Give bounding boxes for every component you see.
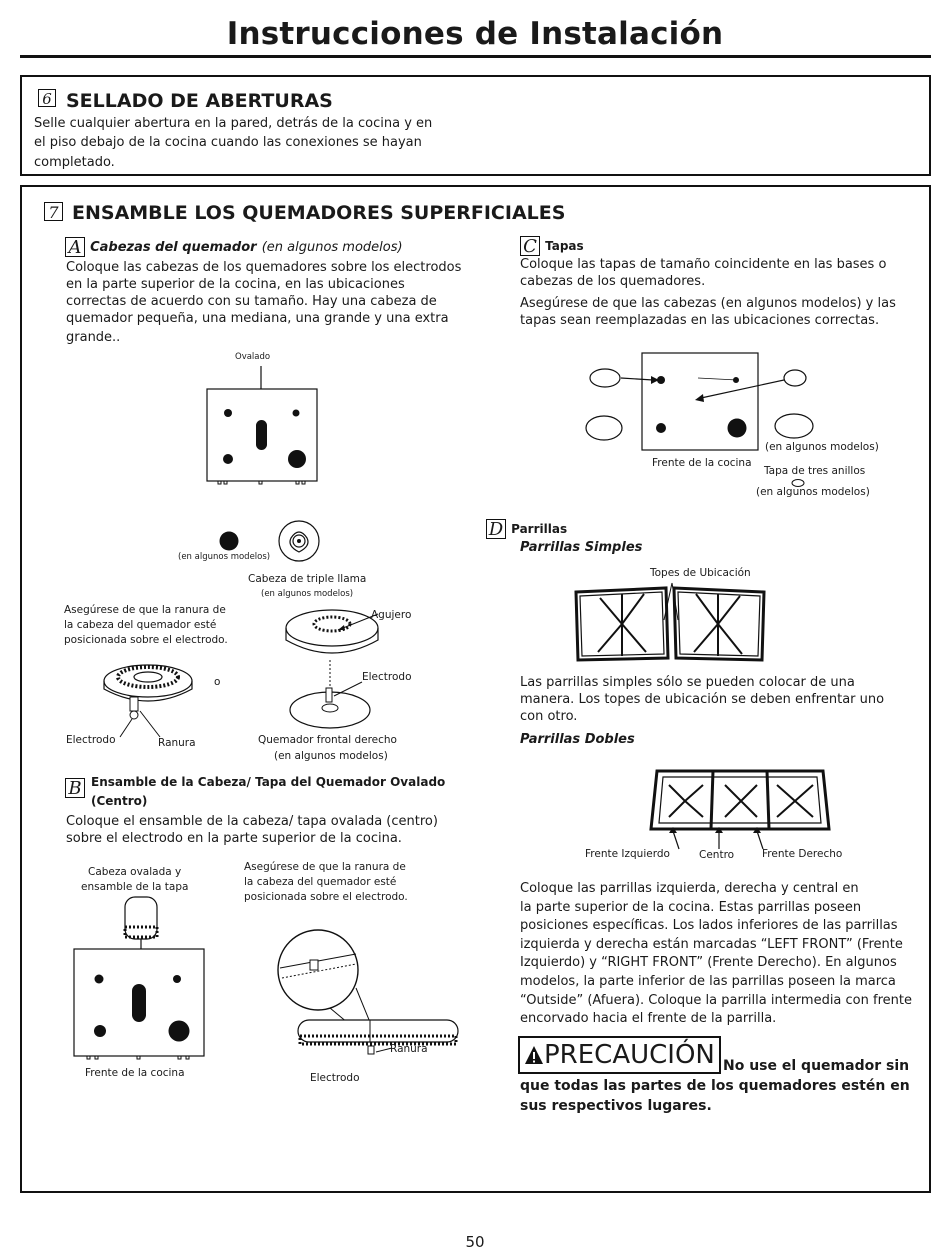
simple-grates-line1: Las parrillas simples sólo se pueden colocar de una <box>520 675 855 690</box>
double-grates-line1: Coloque las parrillas izquierda, derecha y central en <box>520 881 859 896</box>
warning-icon <box>524 1045 544 1065</box>
or-label: o <box>214 676 221 688</box>
step6-number: 6 <box>38 89 56 108</box>
left-front-label: Frente Izquierdo <box>585 848 670 860</box>
burner-base-diagram <box>100 655 200 740</box>
oval-assembly-label-1: Cabeza ovalada y <box>88 866 182 878</box>
cooktop-diagram-b <box>70 893 210 1068</box>
section-a-line5: grande.. <box>66 330 121 345</box>
slot-note-b-2: la cabeza del quemador esté <box>244 876 397 888</box>
three-ring-label: Tapa de tres anillos <box>764 465 866 477</box>
right-front-label: Frente Derecho <box>762 848 843 860</box>
stops-label: Topes de Ubicación <box>650 567 751 579</box>
step6-line1: Selle cualquier abertura en la pared, detrás de la cocina y en <box>34 116 433 131</box>
section-b-line2: sobre el electrodo en la parte superior de la cocina. <box>66 831 402 846</box>
slot-note-b-3: posicionada sobre el electrodo. <box>244 891 408 903</box>
double-grates-line5: Izquierdo) y “RIGHT FRONT” (Frente Derecho). En algunos <box>520 955 897 970</box>
section-d-header <box>486 518 567 539</box>
section-b-title-2: (Centro) <box>91 794 148 808</box>
section-c-header <box>520 235 584 256</box>
section-c-line3: Asegúrese de que las cabezas (en algunos modelos) y las <box>520 296 896 311</box>
section-c-line2: cabezas de los quemadores. <box>520 274 706 289</box>
step6-heading: SELLADO DE ABERTURAS <box>66 90 333 112</box>
section-b-line1: Coloque el ensamble de la cabeza/ tapa ovalada (centro) <box>66 814 438 829</box>
electrode-label-left: Electrodo <box>66 734 116 746</box>
section-b-letter: B <box>65 777 85 798</box>
caution-badge <box>518 1036 721 1074</box>
triple-flame-label: Cabeza de triple llama <box>248 573 367 585</box>
center-label: Centro <box>699 849 735 861</box>
cooktop-diagram-a <box>200 360 330 490</box>
section-a-header <box>65 236 403 257</box>
electrode-label-right: Electrodo <box>362 671 412 683</box>
section-a-title-note: (en algunos modelos) <box>261 240 403 255</box>
caution-text-3: sus respectivos lugares. <box>520 1098 712 1114</box>
step7-heading: ENSAMBLE LOS QUEMADORES SUPERFICIALES <box>72 202 566 224</box>
slot-label-a: Ranura <box>158 737 196 749</box>
section-a-title: Cabezas del quemador <box>90 240 257 255</box>
section-d-letter: D <box>486 519 506 539</box>
section-c-letter: C <box>520 236 540 256</box>
step6-line3: completado. <box>34 155 115 170</box>
slot-note-a-2: la cabeza del quemador esté <box>64 619 217 631</box>
section-a-line2: en la parte superior de la cocina, en las ubicaciones <box>66 277 405 292</box>
slot-note-b-1: Asegúrese de que la ranura de <box>244 861 406 873</box>
triple-flame-head-icon <box>277 518 323 566</box>
front-right-burner-note: (en algunos modelos) <box>274 750 388 762</box>
slot-note-a-1: Asegúrese de que la ranura de <box>64 604 226 616</box>
section-a-letter: A <box>65 237 85 257</box>
simple-grates-line2: manera. Los topes de ubicación se deben enfrentar uno <box>520 692 885 707</box>
electrode-label-b: Electrodo <box>310 1072 360 1084</box>
double-grates-diagram <box>645 765 835 855</box>
double-grates-title: Parrillas Dobles <box>520 732 635 747</box>
section-c-line4: tapas sean reemplazadas en las ubicaciones correctas. <box>520 313 880 328</box>
double-grates-line3: posiciones específicas. Los lados inferiores de las parrillas <box>520 918 898 933</box>
caution-text-2: que todas las partes de los quemadores estén en <box>520 1078 910 1094</box>
hole-label: Agujero <box>371 609 412 621</box>
section-a-some-models: (en algunos modelos) <box>178 552 271 562</box>
small-burner-head-icon <box>218 530 242 554</box>
section-d-title: Parrillas <box>511 522 568 536</box>
triple-flame-note: (en algunos modelos) <box>261 589 354 599</box>
double-grates-line8: encorvado hacia el frente de la parrilla. <box>520 1011 777 1026</box>
simple-grates-line3: con otro. <box>520 709 578 724</box>
section-a-line4: quemador pequeña, una mediana, una grande y una extra <box>66 311 449 326</box>
section-c-title: Tapas <box>545 239 584 253</box>
title-divider <box>20 55 931 58</box>
page-title: Instrucciones de Instalación <box>226 16 724 52</box>
page-number: 50 <box>465 1233 485 1251</box>
slot-label-b: Ranura <box>390 1043 428 1055</box>
oval-label: Ovalado <box>235 352 271 362</box>
section-a-line1: Coloque las cabezas de los quemadores sobre los electrodos <box>66 260 462 275</box>
three-ring-note: (en algunos modelos) <box>756 486 870 498</box>
slot-note-a-3: posicionada sobre el electrodo. <box>64 634 228 646</box>
double-grates-line4: izquierda y derecha están marcadas “LEFT FRONT” (Frente <box>520 937 903 952</box>
oval-assembly-label-2: ensamble de la tapa <box>81 881 189 893</box>
step7-number: 7 <box>44 202 63 222</box>
section-b-title-1: Ensamble de la Cabeza/ Tapa del Quemador Ovalado <box>91 775 446 789</box>
front-right-burner-label: Quemador frontal derecho <box>258 734 397 746</box>
caps-some-models: (en algunos modelos) <box>765 441 879 453</box>
section-c-line1: Coloque las tapas de tamaño coincidente en las bases o <box>520 257 887 272</box>
double-grates-line2: la parte superior de la cocina. Estas parrillas poseen <box>520 900 862 915</box>
front-right-burner-diagram <box>282 600 382 740</box>
section-a-line3: correctas de acuerdo con su tamaño. Hay una cabeza de <box>66 294 437 309</box>
simple-grates-title: Parrillas Simples <box>520 540 643 555</box>
simple-grates-diagram <box>570 580 770 665</box>
caution-text-1: No use el quemador sin <box>723 1058 910 1074</box>
step6-line2: el piso debajo de la cocina cuando las conexiones se hayan <box>34 135 422 150</box>
double-grates-line6: modelos, la parte inferior de las parrillas poseen la marca <box>520 974 896 989</box>
double-grates-line7: “Outside” (Afuera). Coloque la parrilla intermedia con frente <box>520 993 912 1008</box>
front-label-b: Frente de la cocina <box>85 1067 185 1079</box>
caution-label: PRECAUCIÓN <box>544 1040 715 1070</box>
caps-front-label: Frente de la cocina <box>652 457 752 469</box>
